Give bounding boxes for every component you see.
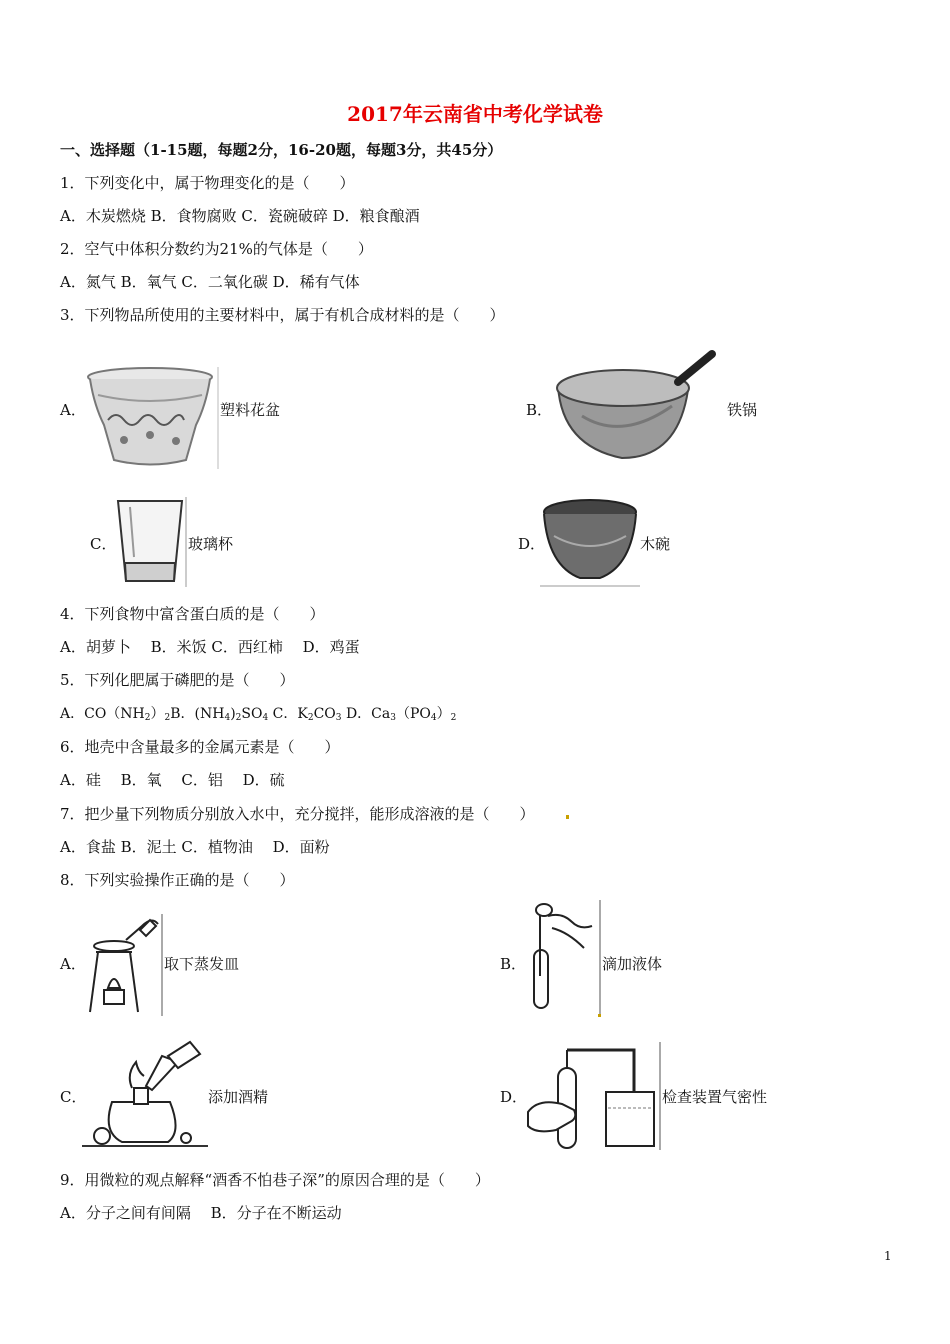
q3-option-c-text: 玻璃杯	[188, 535, 234, 553]
page-title: 2017年云南省中考化学试卷	[347, 102, 603, 126]
evaporating-dish-image	[82, 912, 164, 1018]
page-number: 1	[884, 1249, 892, 1263]
q8-option-c-text: 添加酒精	[208, 1088, 269, 1106]
q9-stem: 9．用微粒的观点解释“酒香不怕巷子深”的原因合理的是（ ）	[60, 1171, 490, 1189]
q8-option-d-letter: D．	[500, 1088, 528, 1106]
q6-options: A．硅 B．氧 C．铝 D．硫	[60, 771, 285, 789]
q8-option-a-letter: A．	[60, 955, 86, 973]
q4-options: A．胡萝卜 B．米饭 C．西红柿 D．鸡蛋	[60, 638, 360, 656]
q4-stem: 4．下列食物中富含蛋白质的是（ ）	[60, 605, 325, 623]
q3-option-a-text: 塑料花盆	[220, 401, 281, 419]
speck-mark	[566, 815, 569, 819]
q2-options: A．氮气 B．氧气 C．二氧化碳 D．稀有气体	[60, 273, 360, 291]
q2-stem: 2．空气中体积分数约为21%的气体是（ ）	[60, 240, 373, 258]
airtightness-check-image	[524, 1042, 662, 1152]
q3-stem: 3．下列物品所使用的主要材料中，属于有机合成材料的是（ ）	[60, 306, 505, 324]
q3-option-d-text: 木碗	[640, 535, 671, 553]
section-heading: 一、选择题（1-15题，每题2分，16-20题，每题3分，共45分）	[60, 141, 503, 159]
q7-stem: 7．把少量下列物质分别放入水中，充分搅拌，能形成溶液的是（ ）	[60, 805, 535, 823]
q8-option-c-letter: C．	[60, 1088, 87, 1106]
dropper-test-tube-image	[522, 900, 602, 1020]
q7-options: A．食盐 B．泥土 C．植物油 D．面粉	[60, 838, 330, 856]
q3-option-b-letter: B．	[526, 401, 553, 419]
iron-wok-image	[552, 346, 724, 464]
glass-cup-image	[112, 497, 188, 587]
q8-option-a-text: 取下蒸发皿	[164, 955, 240, 973]
q5-options: A．$CO(NH_2)_2B$．$(NH_4)_2SO_4$ C．$K_2CO_3$ D．$Ca_3(PO_4)_2$	[60, 706, 457, 723]
q8-stem: 8．下列实验操作正确的是（ ）	[60, 871, 295, 889]
q1-options: A．木炭燃烧 B．食物腐败 C．瓷碗破碎 D．粮食酿酒	[60, 207, 420, 225]
alcohol-lamp-image	[82, 1036, 208, 1152]
q8-option-d-text: 检查装置气密性	[662, 1088, 768, 1106]
q9-options: A．分子之间有间隔 B．分子在不断运动	[60, 1204, 342, 1222]
q8-option-b-letter: B．	[500, 955, 527, 973]
q3-option-d-letter: D．	[518, 535, 546, 553]
q6-stem: 6．地壳中含量最多的金属元素是（ ）	[60, 738, 340, 756]
q3-option-a-letter: A．	[60, 401, 86, 419]
q3-option-b-text: 铁锅	[727, 401, 758, 419]
q3-option-c-letter: C．	[90, 535, 117, 553]
q8-option-b-text: 滴加液体	[602, 955, 663, 973]
q5-stem: 5．下列化肥属于磷肥的是（ ）	[60, 671, 295, 689]
plastic-flowerpot-image	[84, 365, 220, 469]
q1-stem: 1．下列变化中，属于物理变化的是（ ）	[60, 174, 355, 192]
wooden-bowl-image	[540, 496, 640, 588]
